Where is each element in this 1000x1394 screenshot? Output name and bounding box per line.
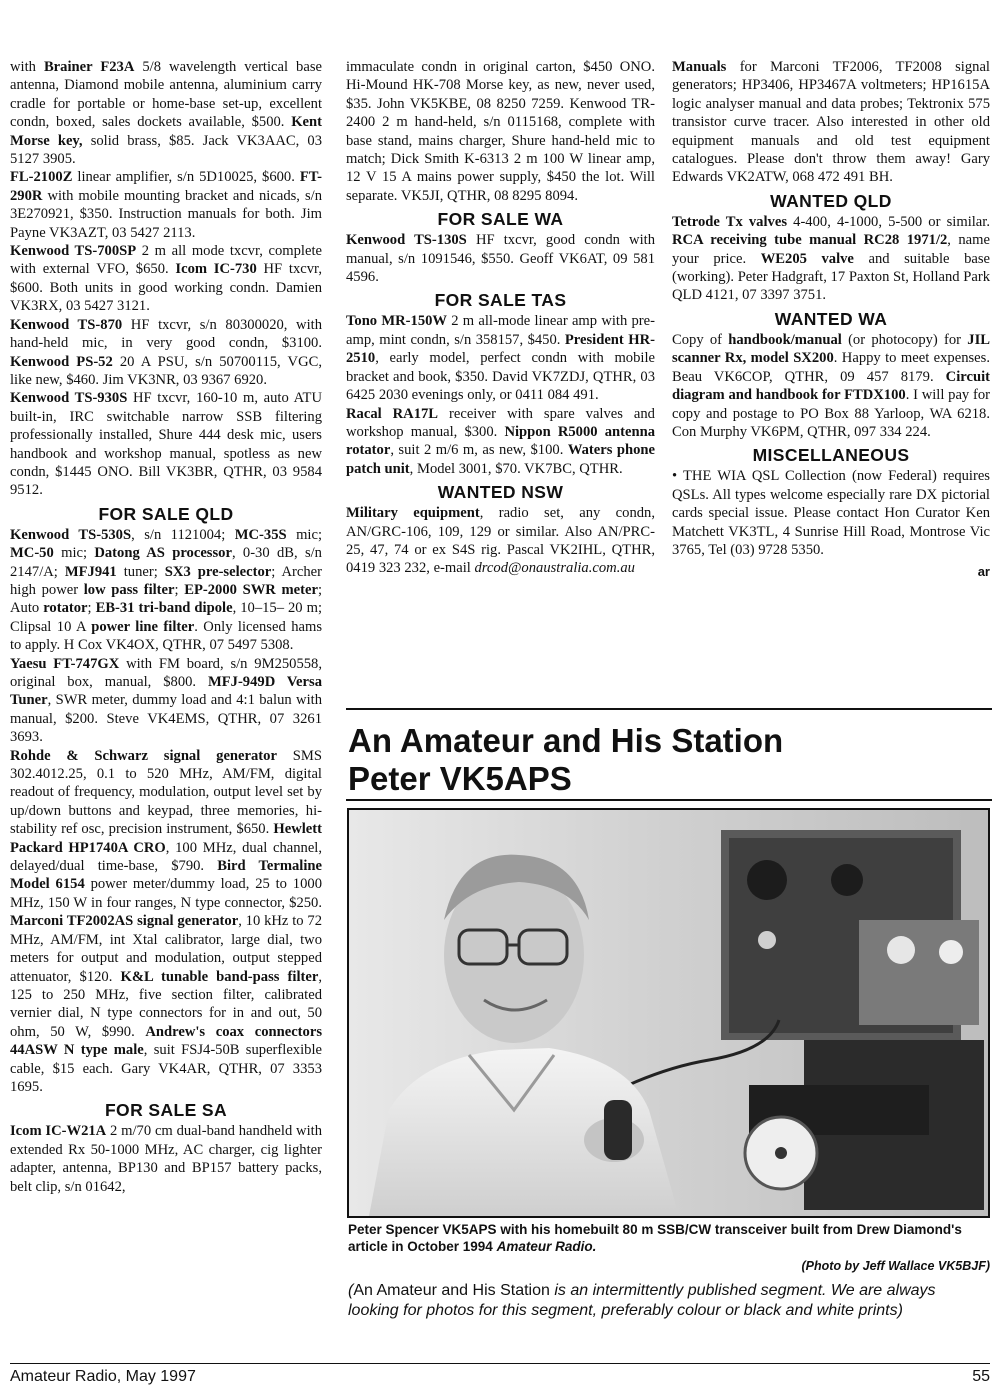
ad-item: Yaesu FT-747GX with FM board, s/n 9M250558, original box, manual, $800. MFJ-949D Versa Tuner, SWR meter, dummy load and 4:1 balun with manual, $200. Steve VK4EMS, QTHR, 07 3261 3693. — [10, 655, 323, 746]
item-name: EB-31 tri-band dipole — [95, 600, 233, 617]
classifieds-column-1 — [10, 58, 322, 1196]
classifieds-column-2 — [346, 58, 655, 578]
photo-caption — [348, 1221, 990, 1255]
item-name: FL-2100Z — [10, 169, 73, 186]
item-name: Brainer F23A — [43, 59, 135, 75]
item-name: Datong AS processor — [94, 545, 232, 562]
segment-note — [348, 1281, 988, 1321]
item-name: Kenwood TS-700SP — [10, 243, 137, 260]
item-name: Icom IC-730 — [175, 261, 257, 278]
ad-item: Icom IC-W21A 2 m/70 cm dual-band handheld with extended Rx 50-1000 MHz, AC charger, cig lighter adapter, antenna, BP130 and BP157 battery packs, belt clip, s/n 01642, — [10, 1123, 322, 1195]
item-name: power line filter — [91, 618, 195, 635]
item-name: Kenwood TS-130S — [346, 232, 467, 249]
ad-item: Kenwood TS-870 HF txcvr, s/n 80300020, with hand-held mic, in very good condn, $3100. Kenwood PS-52 20 A PSU, s/n 50700115, VGC, like new, $460. Jim VK3NR, 03 9367 6920. — [10, 316, 323, 388]
item-name: rotator — [43, 600, 88, 617]
ad-item: Kenwood TS-700SP 2 m all mode txcvr, complete with external VFO, $650. Icom IC-730 HF txcvr, $600. Both units in good working condn. Damien VK3RX, 03 5427 3121. — [10, 243, 322, 315]
ad-item: Tono MR-150W 2 m all-mode linear amp with pre-amp, mint condn, s/n 358157, $450. President HR-2510, early model, perfect condn with mobile bracket and book, $350. David VK7ZDJ, QTHR, 03 6425 2030 evenings only, or 0411 084 491. — [346, 313, 656, 404]
ad-item: Racal RA17L receiver with spare valves and workshop manual, $300. Nippon R5000 antenna rotator, suit 2 m/6 m, as new, $100. Waters phone patch unit, Model 3001, $70. VK7BC, QTHR. — [346, 405, 655, 477]
item-name: Waters phone patch unit — [346, 442, 655, 477]
note-text: is an intermittently published segment. We are always looking for photos for this segment, preferably colour or black and white prints) — [348, 1282, 936, 1319]
footer-rule — [10, 1363, 990, 1364]
item-name: Tono MR-150W — [346, 313, 448, 330]
ad-item: Rohde & Schwarz signal generator SMS 302.4012.25, 0.1 to 520 MHz, AM/FM, digital readout of frequency, modulation, output level set by up/down buttons and keypad, three memories, hi-stability ref osc, precision instrument, $650. Hewlett Packard HP1740A CRO, 100 MHz, dual channel, delayed/dual time-base, $790. Bird Termaline Model 6154 power meter/dummy load, 25 to 1000 MHz, 150 W in four ranges, N type connector, $250. Marconi TF2002AS signal generator, 10 kHz to 72 MHz, AM/FM, int Xtal calibrator, large dial, two meters for output and modulation, output stepped attenuator, $120. K&L tunable band-pass filter, 125 to 250 MHz, five section filter, calibrated vernier dial, N type connectors for in and out, 50 ohm, 50 W, $990. Andrew's coax connectors 44ASW N type male, suit FSJ4-50B superflexible cable, $15 each. Gary VK4AR, QTHR, 07 3353 1695. — [10, 747, 323, 1095]
section-heading-wanted-qld: WANTED QLD — [770, 190, 892, 211]
item-name: K&L tunable band-pass filter — [120, 968, 319, 985]
section-heading-for-sale-tas: FOR SALE TAS — [434, 290, 567, 311]
ad-item: Kenwood TS-530S, s/n 1121004; MC-35S mic; MC-50 mic; Datong AS processor, 0-30 dB, s/n 2147/A; MFJ941 tuner; SX3 pre-selector; Archer high power low pass filter; EP-2000 SWR meter; Auto rotator; EB-31 tri-band dipole, 10–15– 20 m; Clipsal 10 A power line filter. Only licensed hams to apply. H Cox VK4OX, QTHR, 07 5497 5308. — [10, 526, 323, 654]
section-heading-miscellaneous: MISCELLANEOUS — [752, 445, 910, 466]
item-name: Circuit diagram and handbook for FTDX100 — [672, 368, 990, 404]
item-name: Manuals — [672, 59, 727, 75]
item-name: EP-2000 SWR meter — [184, 581, 318, 598]
ad-item: Copy of handbook/manual (or photocopy) for JIL scanner Rx, model SX200. Happy to meet expenses. Beau VK6COP, QTHR, 09 457 8179. Circuit diagram and handbook for FTDX100. I will pay for copy and postage to PO Box 88 Yarloop, WA 6218. Con Murphy VK6PM, QTHR, 097 334 224. — [672, 331, 990, 440]
item-name: President HR-2510 — [346, 331, 655, 367]
section-heading-for-sale-qld: FOR SALE QLD — [98, 503, 234, 524]
item-name: Kenwood TS-530S — [10, 526, 132, 543]
item-name: RCA receiving tube manual RC28 1971/2 — [672, 232, 948, 249]
item-name: FT-290R — [10, 169, 322, 204]
footer-publication: Amateur Radio, May 1997 — [10, 1368, 196, 1385]
item-name: Kenwood PS-52 — [10, 353, 113, 370]
section-heading-wanted-wa: WANTED WA — [774, 308, 888, 329]
item-name: MFJ941 — [64, 563, 117, 580]
section-heading-for-sale-wa: FOR SALE WA — [437, 209, 564, 230]
note-open-paren: ( — [348, 1282, 354, 1299]
caption-magazine-name: Amateur Radio. — [496, 1239, 597, 1254]
article-title-rule — [346, 799, 992, 801]
item-name: Tetrode Tx valves — [672, 213, 787, 230]
item-name: MC-35S — [234, 526, 287, 543]
item-name: handbook/manual — [728, 331, 842, 348]
item-name: SX3 — [164, 563, 191, 580]
item-name: JIL scanner Rx, model SX200 — [672, 331, 990, 367]
ad-item: • THE WIA QSL Collection (now Federal) requires QSLs. All types welcome especially rare DX pictorial cards special issue. Please contact Hon Curator Ken Matchett VK3TL, 4 Sunrise Hill Road, Montrose Vic 3765, Tel (03) 9728 5350. — [672, 468, 990, 558]
caption-text: Peter Spencer VK5APS with his homebuilt 80 m SSB/CW transceiver built from Drew Diamond's article in October 1994 — [348, 1222, 962, 1254]
article-top-rule — [346, 708, 992, 710]
ad-item: Kenwood TS-930S HF txcvr, 160-10 m, auto ATU built-in, IRC switchable narrow SSB filtering professionally installed, Shure 444 desk mic, users handbook and workshop manual, spotless as new condn, $1445 ONO. Bill VK3BR, QTHR, 03 9584 9512. — [10, 390, 323, 499]
photo-credit: (Photo by Jeff Wallace VK5BJF) — [801, 1259, 990, 1273]
item-name: MFJ-949D Versa Tuner — [10, 674, 322, 709]
item-name: Kenwood TS-930S — [10, 390, 128, 407]
ad-item: Tetrode Tx valves 4-400, 4-1000, 5-500 or similar. RCA receiving tube manual RC28 1971/2, name your price. WE205 valve and suitable base (working). Peter Hadgraft, 17 Paxton St, Holland Park QLD 4121, 07 3397 3751. — [672, 213, 991, 304]
item-name: Kenwood TS-870 — [10, 316, 123, 333]
article-title-line-1: An Amateur and His Station — [348, 722, 784, 759]
email-address[interactable]: drcod@onaustralia.com.au — [474, 560, 635, 577]
item-name: WE205 valve — [760, 250, 854, 267]
item-name: Kent Morse key, — [10, 114, 322, 149]
item-name: Military equipment — [346, 505, 480, 522]
item-name: Marconi TF2002AS signal generator — [10, 913, 239, 930]
item-name: Hewlett Packard HP1740A CRO — [10, 821, 322, 856]
item-name: Nippon R5000 antenna rotator — [346, 423, 655, 459]
item-name: Rohde & Schwarz signal generator — [10, 747, 277, 764]
end-mark: ar — [977, 564, 990, 580]
item-name: Bird Termaline Model 6154 — [10, 858, 322, 893]
ad-item — [346, 504, 655, 578]
article-title-line-2: Peter VK5APS — [348, 760, 572, 797]
page-number: 55 — [972, 1368, 990, 1385]
section-heading-for-sale-sa: FOR SALE SA — [104, 1100, 228, 1121]
ad-item: FL-2100Z linear amplifier, s/n 5D10025, $600. FT-290R with mobile mounting bracket and nicads, s/n 3E270921, $350. Instruction manuals for both. Jim Payne VK3AZT, 03 5427 2113. — [10, 169, 322, 241]
item-name: Racal RA17L — [346, 405, 439, 422]
item-name: MC-50 — [10, 545, 54, 562]
article-title — [348, 722, 988, 798]
ad-item: Manuals for Marconi TF2006, TF2008 signal generators; HP3406, HP3467A voltmeters; HP1615A logic analyser manual and data probes; Tektronix 575 transistor curve tracer. Also interested in other old equipment manuals and old test equipment catalogues. Please don't throw them away! Gary Edwards VK2ATW, 068 472 491 BH. — [672, 59, 990, 186]
ad-item: immaculate condn in original carton, $450 ONO. Hi-Mound HK-708 Morse key, as new, never used, $35. John VK5KBE, 08 8250 7259. Kenwood TR-2400 2 m hand-held, s/n 0115168, complete with base stand, mains charger, Shure hand-held mic to match; Dick Smith K-6313 2 m 100 W linear amp, 12 V 15 A mains power supply, $450 the lot. Will separate. VK5JI, QTHR, 08 8295 8094. — [346, 59, 655, 204]
note-segment-title: An Amateur and His Station — [353, 1282, 550, 1299]
item-name: low pass filter — [83, 581, 175, 598]
ad-text: Military equipment, radio set, any condn, AN/GRC-106, 109, 129 or similar. Also AN/PRC-25, 47, 74 or ex S4S rig. Pascal VK2IHL, QTHR, 0419 323 232, e-mail — [346, 505, 655, 577]
item-name: pre-selector — [197, 563, 272, 580]
station-photo — [347, 808, 990, 1218]
ad-item: with Brainer F23A 5/8 wavelength vertical base antenna, Diamond mobile antenna, aluminium carry cradle for portable or home-base set-up, excellent condn, boxed, sales dockets available, $500. Kent Morse key, solid brass, $85. Jack VK3AAC, 03 5127 3905. — [10, 59, 322, 168]
item-name: Andrew's coax connectors 44ASW N type male — [10, 1023, 322, 1059]
item-name: Yaesu FT-747GX — [10, 655, 120, 672]
ad-item: Kenwood TS-130S HF txcvr, good condn with manual, s/n 1091546, $550. Geoff VK6AT, 09 581 4596. — [346, 232, 656, 286]
section-heading-wanted-nsw: WANTED NSW — [437, 482, 564, 503]
item-name: Icom IC-W21A — [10, 1123, 107, 1140]
classifieds-column-3 — [672, 58, 990, 582]
